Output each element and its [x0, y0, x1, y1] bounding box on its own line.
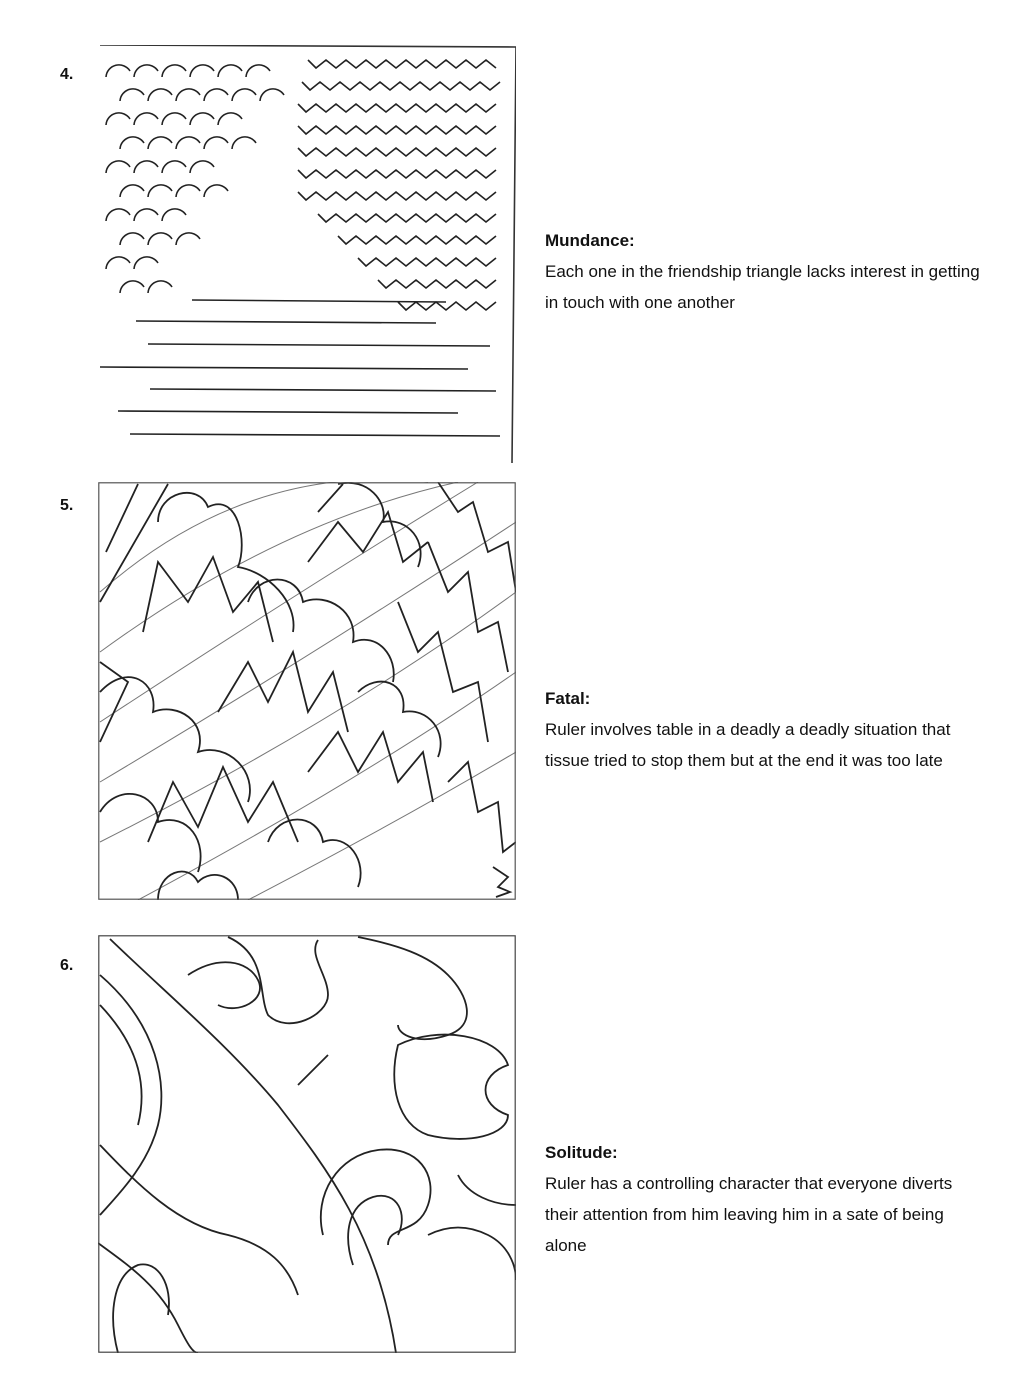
caption-title: Mundance: [545, 231, 635, 250]
scale-arc [120, 233, 144, 245]
scale-arc [134, 113, 158, 125]
item-5-number: 5. [60, 497, 74, 514]
scale-arc [134, 257, 158, 269]
zigzag-row [358, 258, 496, 266]
mundance-line-drawing [98, 45, 516, 463]
caption-title: Fatal: [545, 689, 591, 708]
scale-arc [134, 65, 158, 77]
scale-arc [120, 137, 144, 149]
caption-mundance [545, 225, 985, 318]
item-4-number: 4. [60, 66, 74, 83]
caption-solitude [545, 1137, 985, 1261]
solitude-line-drawing [98, 935, 516, 1353]
drawing-mundance [98, 45, 516, 463]
scale-arc [260, 89, 284, 101]
zigzag-row [378, 280, 496, 288]
caption-text: Each one in the friendship triangle lacks interest in getting in touch with one another [545, 262, 980, 312]
scale-arc [190, 161, 214, 173]
scale-arc [176, 233, 200, 245]
scale-arc [246, 65, 270, 77]
scale-arc [148, 89, 172, 101]
zigzag-row [298, 104, 496, 112]
zigzag-row [298, 148, 496, 156]
scale-arc [218, 65, 242, 77]
scale-arc [148, 233, 172, 245]
caption-fatal [545, 683, 985, 776]
scale-arc [232, 89, 256, 101]
drawing-fatal [98, 482, 516, 900]
scale-arc [204, 89, 228, 101]
zigzag-row [318, 214, 496, 222]
zigzag-row [338, 236, 496, 244]
scale-arc [106, 161, 130, 173]
scale-arc [190, 65, 214, 77]
zigzag-row [298, 170, 496, 178]
scale-arc [120, 185, 144, 197]
fatal-line-drawing [98, 482, 516, 900]
scale-arc [218, 113, 242, 125]
scale-arc [148, 185, 172, 197]
scale-arc [134, 161, 158, 173]
scale-arc [106, 209, 130, 221]
scale-arc [106, 65, 130, 77]
scale-arc [162, 161, 186, 173]
zigzag-row [298, 126, 496, 134]
caption-title: Solitude: [545, 1143, 618, 1162]
caption-text: Ruler has a controlling character that everyone diverts their attention from him leaving him in a sate of being alone [545, 1174, 953, 1255]
caption-text: Ruler involves table in a deadly a deadly situation that tissue tried to stop them but at the end it was too late [545, 720, 951, 770]
scale-arc [106, 113, 130, 125]
scale-arc [120, 89, 144, 101]
scale-arc [120, 281, 144, 293]
scale-arc [232, 137, 256, 149]
scale-arc [204, 137, 228, 149]
zigzag-row [308, 60, 496, 68]
drawing-solitude [98, 935, 516, 1353]
scale-arc [176, 137, 200, 149]
scale-arc [190, 113, 214, 125]
scale-arc [204, 185, 228, 197]
item-6-number: 6. [60, 957, 74, 974]
scale-arc [162, 65, 186, 77]
scale-arc [134, 209, 158, 221]
scale-arc [148, 281, 172, 293]
scale-arc [162, 209, 186, 221]
zigzag-row [398, 302, 496, 310]
scale-arc [176, 185, 200, 197]
scale-arc [176, 89, 200, 101]
zigzag-row [302, 82, 500, 90]
scale-arc [106, 257, 130, 269]
zigzag-row [298, 192, 496, 200]
scale-arc [162, 113, 186, 125]
scale-arc [148, 137, 172, 149]
